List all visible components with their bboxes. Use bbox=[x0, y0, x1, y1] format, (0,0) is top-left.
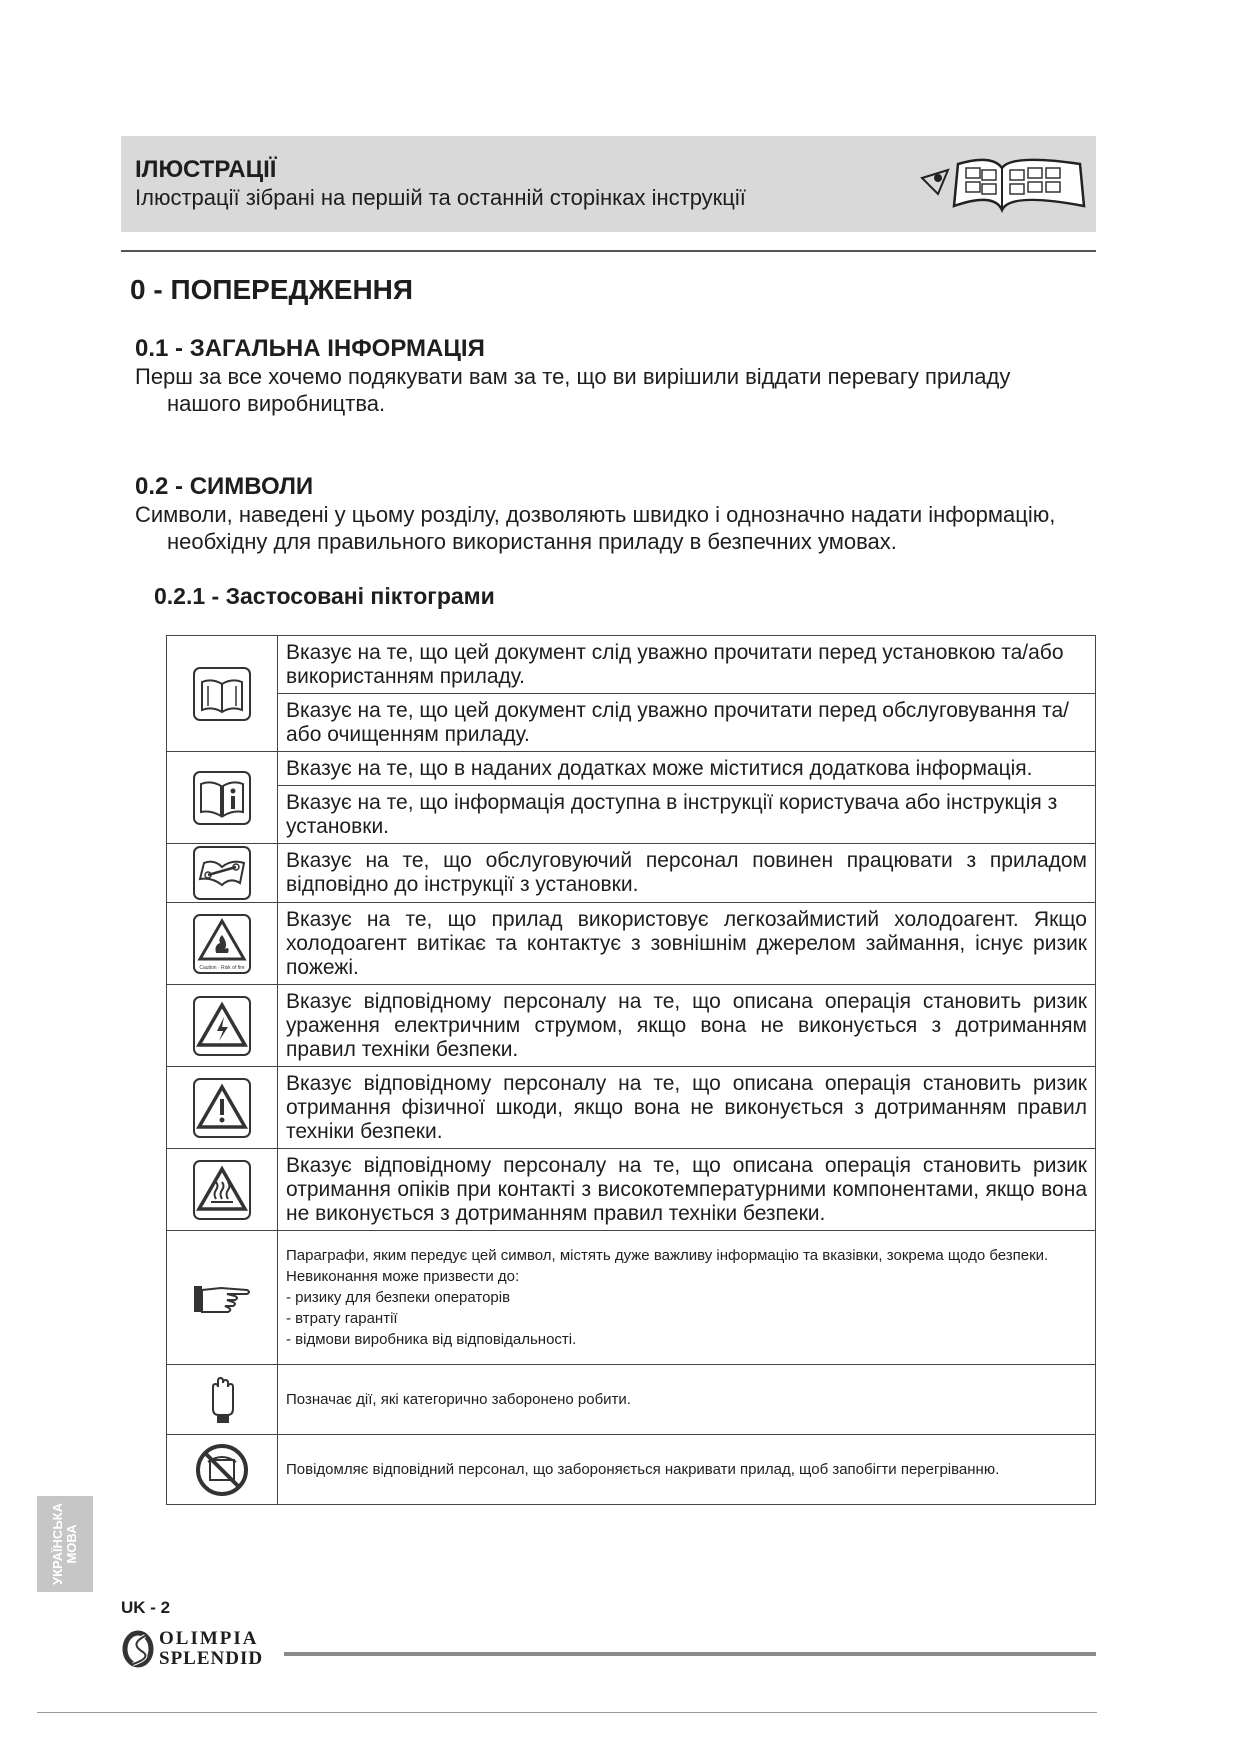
pictogram-table bbox=[166, 635, 1096, 1505]
icon-cell bbox=[167, 985, 278, 1067]
table-row bbox=[167, 1231, 1096, 1365]
section-0-2-line2: необхідну для правильного використання приладу в безпечних умовах. bbox=[167, 529, 897, 554]
icon-cell bbox=[167, 1435, 278, 1505]
section-0-2-text bbox=[135, 501, 1115, 555]
section-0-1-line2: нашого виробництва. bbox=[167, 391, 386, 416]
section-0-2-title: 0.2 - СИМВОЛИ bbox=[135, 473, 314, 500]
section-0-2-line1: Символи, наведені у цьому розділу, дозволяють швидко і однозначно надати інформацію, bbox=[135, 502, 1056, 527]
pictogram-text: Вказує на те, що цей документ слід уважно прочитати перед обслуговування та/або очищенням приладу. bbox=[278, 694, 1096, 752]
brand-logo bbox=[121, 1626, 281, 1670]
pictogram-text: Вказує відповідному персоналу на те, що описана операція становить ризик отримання фізичної шкоди, якщо вона не виконується з дотриманням правил техніки безпеки. bbox=[278, 1067, 1096, 1149]
table-row bbox=[167, 752, 1096, 786]
illustrations-banner bbox=[121, 136, 1096, 232]
table-row bbox=[167, 1149, 1096, 1231]
section-0-title: 0 - ПОПЕРЕДЖЕННЯ bbox=[130, 274, 414, 305]
icon-cell bbox=[167, 1067, 278, 1149]
table-row bbox=[167, 694, 1096, 752]
side-tab-line2: МОВА bbox=[64, 1524, 79, 1564]
section-0-1-title: 0.1 - ЗАГАЛЬНА ІНФОРМАЦІЯ bbox=[135, 335, 485, 362]
section-0-1-line1: Перш за все хочемо подякувати вам за те, що ви вирішили віддати перевагу приладу bbox=[135, 364, 1011, 389]
table-row bbox=[167, 786, 1096, 844]
pictogram-text bbox=[278, 1231, 1096, 1365]
pictogram-text: Вказує на те, що обслуговуючий персонал повинен працювати з приладом відповідно до інструкції з установки. bbox=[278, 844, 1096, 903]
page-bottom-line bbox=[37, 1712, 1097, 1713]
side-tab-label bbox=[51, 1503, 79, 1585]
open-manual-illustration-icon bbox=[914, 150, 1090, 216]
pictogram-text: Вказує на те, що прилад використовує легкозаймистий холодоагент. Якщо холодоагент витікає та контактує з зовнішнім джерелом займання, існує ризик пожежі. bbox=[278, 903, 1096, 985]
pictogram-text: Вказує на те, що інформація доступна в інструкції користувача або інструкція з установки. bbox=[278, 786, 1096, 844]
icon-cell bbox=[167, 752, 278, 844]
icon-cell bbox=[167, 636, 278, 752]
brand-name-line1: OLIMPIA bbox=[159, 1628, 259, 1649]
section-0-2-1-title: 0.2.1 - Застосовані піктограми bbox=[154, 583, 495, 609]
icon-cell bbox=[167, 1231, 278, 1365]
table-row bbox=[167, 1365, 1096, 1435]
banner-subtitle: Ілюстрації зібрані на першій та останній сторінках інструкції bbox=[135, 185, 746, 210]
table-row bbox=[167, 636, 1096, 694]
list-item: - ризику для безпеки операторів bbox=[286, 1287, 1087, 1308]
section-0-1-text bbox=[135, 363, 1115, 417]
icon-cell bbox=[167, 1149, 278, 1231]
pictogram-intro-2: Невиконання може призвести до: bbox=[286, 1268, 520, 1285]
table-row bbox=[167, 1435, 1096, 1505]
table-row bbox=[167, 1067, 1096, 1149]
consequence-list bbox=[286, 1287, 1087, 1350]
read-manual-icon bbox=[192, 666, 252, 722]
banner-title: ІЛЮСТРАЦІЇ bbox=[135, 156, 277, 183]
language-side-tab bbox=[37, 1496, 93, 1592]
icon-cell bbox=[167, 903, 278, 985]
table-row bbox=[167, 985, 1096, 1067]
pictogram-text: Вказує відповідному персоналу на те, що описана операція становить ризик отримання опіків при контакті з високотемпературними компонентами, якщо вона не виконується з дотриманням правил техніки безпеки. bbox=[278, 1149, 1096, 1231]
flammable-warning-icon bbox=[192, 913, 252, 975]
stop-hand-icon bbox=[207, 1375, 237, 1425]
icon-caption: Caution · Risk of fire bbox=[199, 964, 245, 971]
footer-divider bbox=[284, 1652, 1096, 1656]
pictogram-text: Вказує на те, що цей документ слід уважно прочитати перед установкою та/або використанням приладу. bbox=[278, 636, 1096, 694]
do-not-cover-icon bbox=[194, 1442, 250, 1498]
pictogram-text: Повідомляє відповідний персонал, що забороняється накривати прилад, щоб запобігти перегріванню. bbox=[278, 1435, 1096, 1505]
hot-surface-warning-icon bbox=[192, 1159, 252, 1221]
general-danger-icon bbox=[192, 1077, 252, 1139]
page-number: UK - 2 bbox=[121, 1598, 171, 1617]
table-row bbox=[167, 844, 1096, 903]
list-item: - втрату гарантії bbox=[286, 1308, 1087, 1329]
pictogram-text: Позначає дії, які категорично заборонено робити. bbox=[278, 1365, 1096, 1435]
table-row bbox=[167, 903, 1096, 985]
icon-cell bbox=[167, 844, 278, 903]
brand-name-line2: SPLENDID bbox=[159, 1648, 264, 1669]
pictogram-intro: Параграфи, яким передує цей символ, містять дуже важливу інформацію та вказівки, зокрема щодо безпеки. bbox=[286, 1247, 1049, 1264]
pictogram-text: Вказує відповідному персоналу на те, що описана операція становить ризик ураження електричним струмом, якщо вона не виконується з дотриманням правил техніки безпеки. bbox=[278, 985, 1096, 1067]
brand-logo-mark-icon bbox=[121, 1630, 155, 1668]
side-tab-line1: УКРАЇНСЬКА bbox=[50, 1503, 65, 1585]
pictogram-text: Вказує на те, що в наданих додатках може міститися додаткова інформація. bbox=[278, 752, 1096, 786]
pointing-hand-icon bbox=[191, 1278, 253, 1318]
service-manual-icon bbox=[192, 845, 252, 901]
top-divider bbox=[121, 250, 1096, 252]
list-item: - відмови виробника від відповідальності. bbox=[286, 1329, 1087, 1350]
electric-shock-warning-icon bbox=[192, 995, 252, 1057]
icon-cell bbox=[167, 1365, 278, 1435]
info-manual-icon bbox=[192, 770, 252, 826]
